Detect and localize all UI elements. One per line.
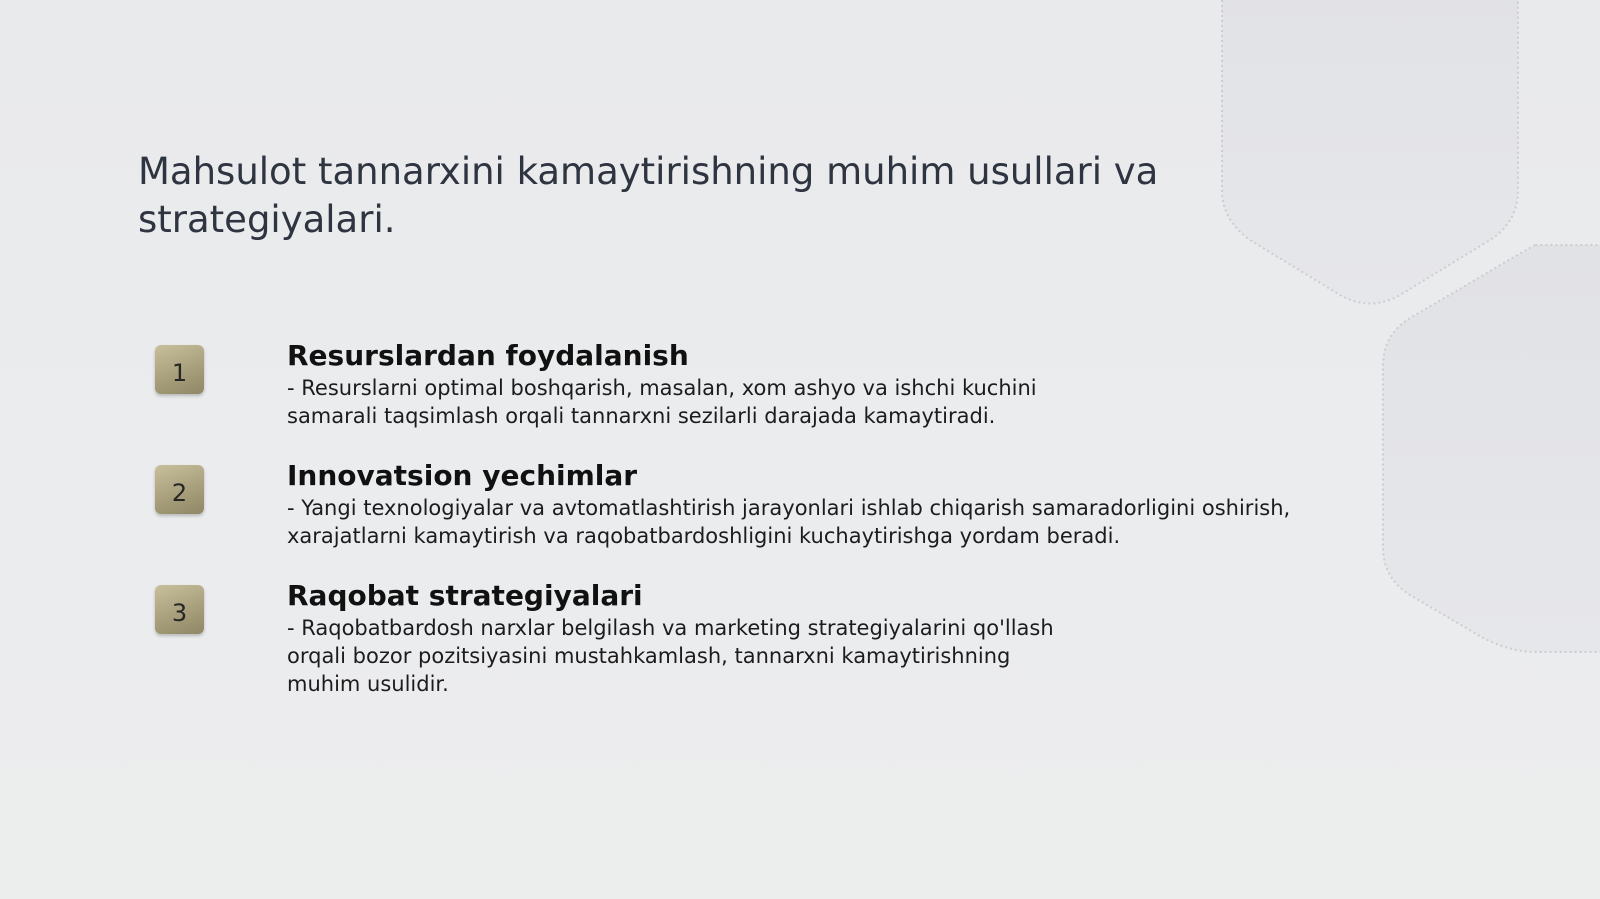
item-description: - Resurslarni optimal boshqarish, masalan, xom ashyo va ishchi kuchini samarali taqsimlash orqali tannarxni sezilarli darajada kamaytiradi. <box>287 376 1037 428</box>
item-heading: Raqobat strategiyalari <box>287 579 643 612</box>
badge-number: 2 <box>171 478 188 507</box>
slide-title: Mahsulot tannarxini kamaytirishning muhim usullari va strategiyalari. <box>138 150 1159 241</box>
item-heading: Resurslardan foydalanish <box>287 339 689 372</box>
item-text <box>287 578 1367 698</box>
item-text <box>287 458 1367 550</box>
item-description: - Raqobatbardosh narxlar belgilash va marketing strategiyalarini qo'llash orqali bozor pozitsiyasini mustahkamlash, tannarxni kamaytirishning muhim usulidir. <box>287 616 1054 696</box>
item-heading: Innovatsion yechimlar <box>287 459 638 492</box>
number-badge <box>155 345 204 394</box>
badge-number: 3 <box>171 598 188 627</box>
item-text <box>287 338 1367 430</box>
number-badge <box>155 465 204 514</box>
item-description: - Yangi texnologiyalar va avtomatlashtirish jarayonlari ishlab chiqarish samaradorligini oshirish, xarajatlarni kamaytirish va raqobatbardoshligini kuchaytirishga yordam beradi. <box>287 496 1291 548</box>
badge-number: 1 <box>171 358 188 387</box>
number-badge <box>155 585 204 634</box>
